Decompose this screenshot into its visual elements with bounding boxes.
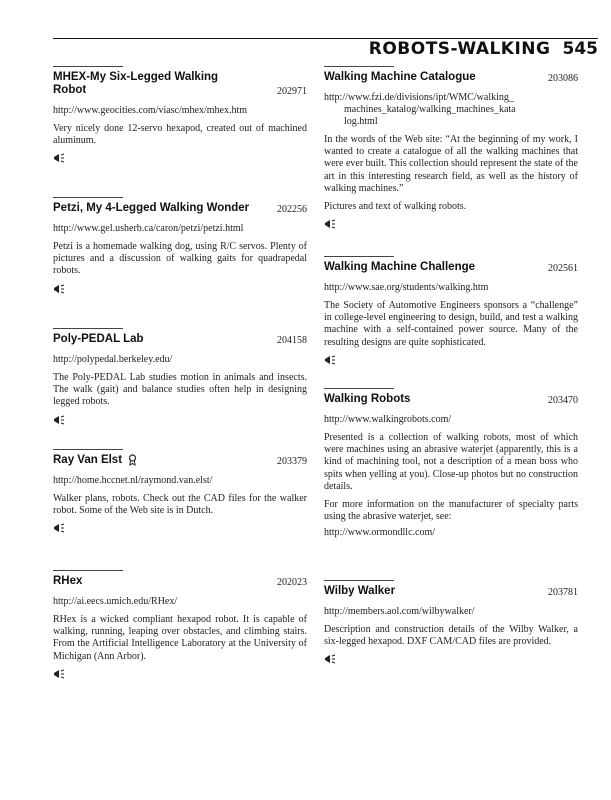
entry-rhex: [53, 570, 307, 679]
entry-number: 202256: [277, 204, 307, 215]
entry-title: Walking Robots: [324, 393, 411, 405]
entry-url[interactable]: http://polypedal.berkeley.edu/: [53, 354, 173, 365]
entry-url[interactable]: http://www.walkingrobots.com/: [324, 414, 452, 425]
entry-rule: [324, 66, 394, 67]
bullhorn-icon: [53, 669, 65, 679]
entry-number: 202971: [277, 86, 307, 97]
entry-title: Walking Machine Catalogue: [324, 71, 476, 83]
entry-description-2: Pictures and text of walking robots.: [324, 201, 467, 213]
page-number: 545: [562, 39, 598, 59]
bullhorn-icon: [324, 654, 336, 664]
entry-description: Very nicely done 12-servo hexapod, created out of machined aluminum.: [53, 123, 307, 147]
bullhorn-icon: [53, 153, 65, 163]
entry-rule: [324, 580, 394, 581]
entry-url[interactable]: http://home.hccnet.nl/raymond.van.elst/: [53, 475, 213, 487]
entry-description: RHex is a wicked compliant hexapod robot. It is capable of walking, running, leaping over obstacles, and climbing stairs. From the Artificial Intelligence Laboratory at the University of Michigan (Ann Arbor).: [53, 614, 307, 662]
entry-walking-robots: [324, 388, 578, 539]
entry-title: Ray Van Elst: [53, 454, 123, 467]
entry-url[interactable]: http://www.fzi.de/divisions/ipt/WMC/walking_machines_katalog/walking_machines_katalog.html: [324, 92, 516, 127]
entry-title: MHEX-My Six-Legged Walking Robot: [53, 71, 219, 96]
entry-number: 202561: [548, 263, 578, 274]
bullhorn-icon: [53, 415, 65, 425]
entry-description: Description and construction details of the Wilby Walker, a six-legged hexapod. DXF CAM/CAD files are provided.: [324, 624, 578, 648]
entry-description: Walker plans, robots. Check out the CAD files for the walker robot. Some of the Web site is in Dutch.: [53, 493, 307, 517]
entry-number: 202023: [277, 577, 307, 588]
bullhorn-icon: [324, 355, 336, 365]
entry-description-2: For more information on the manufacturer of specialty parts using the abrasive waterjet, see:: [324, 499, 578, 523]
entry-rule: [53, 570, 123, 571]
entry-rule: [53, 449, 123, 450]
section-name: ROBOTS-WALKING: [368, 39, 551, 59]
entry-url[interactable]: http://members.aol.com/wilbywalker/: [324, 606, 475, 617]
entry-number: 203379: [277, 456, 307, 468]
bullhorn-icon: [53, 284, 65, 294]
entry-number: 203470: [548, 395, 578, 406]
entry-description: The Poly-PEDAL Lab studies motion in animals and insects. The walk (gait) and balance studies often help in designing legged robots.: [53, 372, 307, 408]
entry-title: Poly-PEDAL Lab: [53, 333, 144, 345]
entry-url[interactable]: http://ai.eecs.umich.edu/RHex/: [53, 596, 178, 607]
bullhorn-icon: [324, 219, 336, 229]
entry-description: Petzi is a homemade walking dog, using R/C servos. Plenty of pictures and a discussion of walking gaits for quadrapedal robots.: [53, 241, 307, 277]
entry-number: 203781: [548, 587, 578, 598]
entry-rule: [324, 388, 394, 389]
entry-title-wrap: [53, 454, 137, 467]
entry-rule: [53, 328, 123, 329]
entry-title: Walking Machine Challenge: [324, 261, 476, 273]
entry-petzi: [53, 197, 307, 294]
entry-mhex: [53, 66, 307, 163]
entry-number: 203086: [548, 73, 578, 84]
entry-url-2[interactable]: http://www.ormondllc.com/: [324, 527, 436, 539]
entry-rule: [324, 256, 394, 257]
entry-poly-pedal: [53, 328, 307, 425]
entry-title: RHex: [53, 575, 83, 587]
entry-walking-machine-catalogue: [324, 66, 578, 229]
entry-url[interactable]: http://www.geocities.com/viasc/mhex/mhex.htm: [53, 105, 248, 116]
entry-description: Presented is a collection of walking robots, most of which were machines using an abrasive waterjet (apparently, this is a kind of machining tool, not a description of a mean boss who spits when yelling at you). Close-up photos but no construction details.: [324, 432, 578, 492]
entry-ray-van-elst: [53, 449, 307, 533]
entry-walking-machine-challenge: [324, 256, 578, 365]
entry-url[interactable]: http://www.sae.org/students/walking.htm: [324, 282, 489, 293]
entry-wilby-walker: [324, 580, 578, 664]
entry-rule: [53, 66, 123, 67]
entry-url[interactable]: http://www.gel.usherb.ca/caron/petzi/petzi.html: [53, 223, 244, 234]
award-icon: [128, 454, 137, 466]
bullhorn-icon: [53, 523, 65, 533]
entry-rule: [53, 197, 123, 198]
page-header: [369, 39, 598, 59]
entry-title: Wilby Walker: [324, 585, 396, 597]
entry-number: 204158: [277, 335, 307, 346]
entry-description: The Society of Automotive Engineers sponsors a “challenge” in college-level engineering to design, build, and test a walking machine with a self-contained power source. Many of the resulting designs are quite sophisticated.: [324, 300, 578, 348]
entry-description: In the words of the Web site: “At the beginning of my work, I wanted to create a catalogue of all the walking machines that were ever built. This collection should represent the state of the art in this interesting research field, as well as the history of walking machines.”: [324, 134, 578, 194]
entry-title: Petzi, My 4-Legged Walking Wonder: [53, 202, 250, 214]
